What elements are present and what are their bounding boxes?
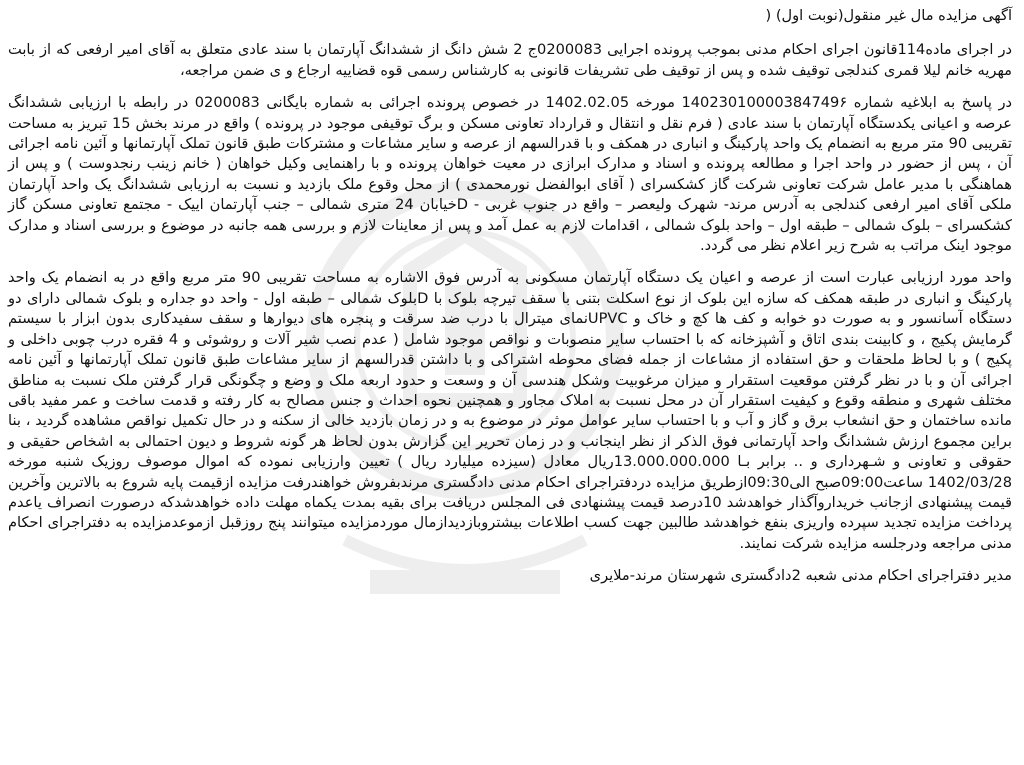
notice-title: آگهی مزایده مال غیر منقول(نوبت اول) ( (765, 7, 1012, 24)
notice-paragraph-3: واحد مورد ارزیابی عبارت است از عرصه و اعیان یک دستگاه آپارتمان مسکونی به آدرس فوق الاشاره به مساحت تقریبی 90 متر مربع واقع در به انضمام یک واحد پارکینگ و انباری در طبقه همکف که سازه این بلوک از نوع اسکلت بتنی با سقف تیرچه بلوک با Dبلوک شمالی – طبقه اول - واحد دو جداره و بلوک شمالی دارای دو دستگاه آسانسور و به صورت دو خوابه و کف ها کچ و خاک و UPVCنمای میترال با درب ضد سرقت و پنجره های دیوارها و سقف سفیدکاری بدون ابزار با سیستم گرمایش پکیج ، و کابینت بندی اتاق و آشپزخانه که با احتساب سایر منصوبات و نواقص موجود شامل ( عدم نصب شیر آلات و روشوئی و 4 فقره درب چوبی داخلی و پکیج ) و با لحاظ ملحقات و حق استفاده از مشاعات از جمله فضای محوطه اشتراکی و با داشتن قدرالسهم از سایر مشاعات طبق قانون تملک آپارتمانها و آئین نامه اجرائی آن و با در نظر گرفتن موقعیت استقرار و میزان مرغوبیت وشکل هندسی آن و وسعت و حدود اربعه ملک و وضع و چگونگی قرار گرفتن ملک نسبت به مناطق مختلف شهری و منطقه وقوع و کیفیت استقرار آن در محل نسبت به املاک مجاور و همچنین نحوه احداث و جنس مصالح به کار رفته و قدمت ساخت و عمر مفید باقی مانده ساختمان و حق انشعاب برق و گاز و آب و با احتساب سایر عوامل موثر در موضوع به و در زمان بازدید خالی از سکنه و در حال تکمیل نواقص مشاهده گردید ، بنا براین مجموع ارزش ششدانگ واحد آپارتمانی فوق الذکر از نظر اینجانب و در زمان تحریر این گزارش بدون لحاظ هر گونه شروط و دیون احتمالی به اشخاص حقیقی و حقوقی و تعاونی و شـهرداری و .. برابر بـا 13.000.000.000ریال معادل (سیزده میلیارد ریال ) تعیین وارزیابی نموده که اموال موصوف روزیک شنبه مورخه 1402/03/28 ساعت09:00صبح الی09:30ازطریق مزایده دردفتراجرای احکام مدنی دادگستری مرندبفروش خواهندرفت مزایده ازقیمت پایه شروع به بالاترین وآخرین قیمت پیشنهادی ازجانب خریداروآگذار خواهدشد 10درصد قیمت پیشنهادی فی المجلس دریافت برای بقیه بمدت یکماه مهلت داده خواهدشدکه درصورت انصراف یاعدم پرداخت مزایده تجدید سپرده واریزی بنفع خواهدشد طالبین جهت کسب اطلاعات بیشتروبازدیدازمال موردمزایده میتوانند پنج روزقبل ازموعدمزایده به دفتراجرای احکام مدنی مراجعه ودرجلسه مزایده شرکت نمایند. (8, 269, 1013, 552)
notice-paragraph-2: در پاسخ به ابلاغیه شماره 14023010000384749۶ مورخه 1402.02.05 در خصوص پرونده اجرائی به شماره بایگانی 0200083 در رابطه با ارزیابی ششدانگ عرصه و اعیانی یکدستگاه آپارتمان با سند عادی ( فرم نقل و انتقال و قرارداد تعاونی مسکن و برگ توقیفی موجود در پرونده ) واقع در مرند بخش 15 تبریز به مساحت تقریبی 90 متر مربع به انضمام یک واحد پارکینگ و انباری در همکف و با قدرالسهم از عرصه و سایر مشاعات و مشترکات طبق قانون تملک آپارتمانها و آئین نامه اجرائی آن ، پس از حضور در واحد اجرا و مطالعه پرونده و اسناد و مدارک ابرازی در معیت خواهان پرونده و با راهنمایی وکیل خواهان ( خانم زینب رنجدوست ) و پس از هماهنگی با مدیر عامل شرکت تعاونی شرکت گاز کشکسرای ( آقای ابوالفضل نورمحمدی ) از محل وقوع ملک بازدید و نسبت به ارزیابی ششدانگ یک واحد آپارتمان ملکی آقای امیر ارفعی کندلجی به آدرس مرند- شهرک ولیعصر – واقع در جنوب غربی - Dخیابان 24 متری شمالی – جنب آپارتمان اییک - مجتمع تعاونی مسکن گاز کشکسرای – بلوک شمالی – طبقه اول – واحد بلوک شمالی ، اقدامات لازم به عمل آمد و پس از معاینات لازم و بررسی همه جانبه در موضوع و بررسی اسناد و مدارک موجود اینک مراتب به شرح زیر اعلام نظر می گردد. (8, 94, 1013, 255)
auction-notice (8, 6, 1012, 587)
notice-signature: مدیر دفتراجرای احکام مدنی شعبه 2دادگستری شهرستان مرند-ملایری (589, 567, 1012, 585)
notice-paragraph-1: در اجرای ماده114قانون اجرای احکام مدنی بموجب پرونده اجرایی 0200083ج 2 شش دانگ از ششدانگ آپارتمان با سند عادی متعلق به آقای امیر ارفعی که از بابت مهریه خانم لیلا قمری کندلجی توقیف شده و پس از توقیف طی تشریفات قانونی به کارشناس رسمی قوه قضاییه ارجاع و ی ضمن مراجعه، (8, 41, 1012, 79)
